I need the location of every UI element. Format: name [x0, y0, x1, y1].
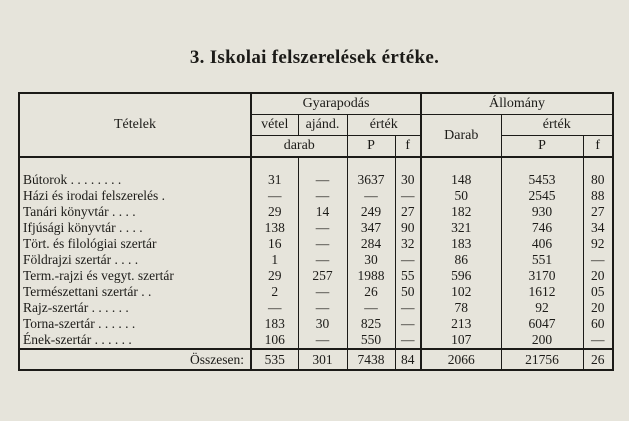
table-row [19, 268, 613, 284]
table-row [19, 300, 613, 316]
row-f: 50 [395, 284, 421, 300]
row-f: — [395, 332, 421, 349]
header-gyarapodas: Gyarapodás [251, 93, 421, 115]
row-allomany-p: 200 [501, 332, 583, 349]
total-vetel: 535 [251, 349, 298, 370]
row-p: — [347, 188, 395, 204]
row-name: Ifjúsági könyvtár . . . . [23, 220, 143, 235]
row-p: 825 [347, 316, 395, 332]
row-allomany-f: 20 [583, 268, 613, 284]
row-name: Tanári könyvtár . . . . [23, 204, 136, 219]
table-row [19, 220, 613, 236]
row-ajand: — [298, 172, 347, 188]
row-allomany-p: 551 [501, 252, 583, 268]
row-allomany-p: 406 [501, 236, 583, 252]
row-ajand: — [298, 188, 347, 204]
row-allomany-f: — [583, 252, 613, 268]
row-vetel: 183 [251, 316, 298, 332]
row-name: Tört. és filológiai szertár [23, 236, 157, 251]
row-allomany-p: 92 [501, 300, 583, 316]
page-title: 3. Iskolai felszerelések értéke. [189, 47, 440, 68]
row-name: Rajz-szertár . . . . . . [23, 300, 129, 315]
row-p: 30 [347, 252, 395, 268]
row-darab: 213 [421, 316, 501, 332]
total-ajand: 301 [298, 349, 347, 370]
row-name: Természettani szertár . . [23, 284, 152, 299]
row-darab: 102 [421, 284, 501, 300]
row-allomany-p: 930 [501, 204, 583, 220]
row-ajand: — [298, 236, 347, 252]
row-vetel: 106 [251, 332, 298, 349]
header-ertek-allomany: érték [501, 115, 613, 136]
row-allomany-f: 80 [583, 172, 613, 188]
row-p: 347 [347, 220, 395, 236]
row-p: 550 [347, 332, 395, 349]
header-tetelek: Tételek [19, 93, 251, 157]
row-vetel: — [251, 300, 298, 316]
row-vetel: 29 [251, 268, 298, 284]
row-name: Term.-rajzi és vegyt. szertár [23, 268, 174, 283]
row-f: 90 [395, 220, 421, 236]
row-p: 26 [347, 284, 395, 300]
header-p-gyarapodas: P [347, 136, 395, 158]
row-darab: 183 [421, 236, 501, 252]
row-f: 32 [395, 236, 421, 252]
row-allomany-f: — [583, 332, 613, 349]
row-allomany-f: 05 [583, 284, 613, 300]
row-p: 3637 [347, 172, 395, 188]
table-row [19, 252, 613, 268]
header-f-allomany: f [583, 136, 613, 158]
row-darab: 596 [421, 268, 501, 284]
row-vetel: 2 [251, 284, 298, 300]
header-vetel: vétel [251, 115, 298, 136]
row-ajand: 257 [298, 268, 347, 284]
row-f: — [395, 316, 421, 332]
header-f-gyarapodas: f [395, 136, 421, 158]
header-ertek-gyarapodas: érték [347, 115, 421, 136]
total-f: 84 [395, 349, 421, 370]
row-darab: 321 [421, 220, 501, 236]
header-allomany: Állomány [421, 93, 613, 115]
row-name: Torna-szertár . . . . . . [23, 316, 136, 331]
row-ajand: — [298, 220, 347, 236]
row-f: — [395, 188, 421, 204]
row-name: Házi és irodai felszerelés . [23, 188, 166, 203]
table-row [19, 332, 613, 349]
row-f: — [395, 252, 421, 268]
row-allomany-p: 5453 [501, 172, 583, 188]
header-darab-gyarapodas: darab [251, 136, 347, 158]
row-ajand: — [298, 252, 347, 268]
row-darab: 78 [421, 300, 501, 316]
header-darab-allomany: Darab [421, 115, 501, 158]
row-allomany-f: 60 [583, 316, 613, 332]
row-ajand: — [298, 332, 347, 349]
row-p: — [347, 300, 395, 316]
total-allomany-p: 21756 [501, 349, 583, 370]
row-f: 27 [395, 204, 421, 220]
row-vetel: 138 [251, 220, 298, 236]
row-allomany-p: 746 [501, 220, 583, 236]
row-vetel: 1 [251, 252, 298, 268]
row-name: Ének-szertár . . . . . . [23, 332, 132, 347]
table-row [19, 316, 613, 332]
row-allomany-f: 88 [583, 188, 613, 204]
row-darab: 182 [421, 204, 501, 220]
equipment-value-table [18, 92, 614, 371]
row-ajand: 14 [298, 204, 347, 220]
row-f: 30 [395, 172, 421, 188]
row-vetel: — [251, 188, 298, 204]
row-ajand: — [298, 284, 347, 300]
row-f: — [395, 300, 421, 316]
row-allomany-p: 1612 [501, 284, 583, 300]
row-p: 284 [347, 236, 395, 252]
table-row [19, 284, 613, 300]
row-allomany-p: 3170 [501, 268, 583, 284]
table-row [19, 204, 613, 220]
table-row [19, 188, 613, 204]
row-allomany-p: 6047 [501, 316, 583, 332]
row-name: Bútorok . . . . . . . . [23, 172, 122, 187]
row-allomany-f: 27 [583, 204, 613, 220]
table-row [19, 172, 613, 188]
row-darab: 86 [421, 252, 501, 268]
row-allomany-f: 20 [583, 300, 613, 316]
row-vetel: 16 [251, 236, 298, 252]
row-vetel: 29 [251, 204, 298, 220]
header-p-allomany: P [501, 136, 583, 158]
total-row [19, 349, 613, 370]
table-row [19, 236, 613, 252]
header-ajand: ajánd. [298, 115, 347, 136]
row-name: Földrajzi szertár . . . . [23, 252, 139, 267]
row-f: 55 [395, 268, 421, 284]
row-allomany-p: 2545 [501, 188, 583, 204]
total-p: 7438 [347, 349, 395, 370]
total-darab: 2066 [421, 349, 501, 370]
total-allomany-f: 26 [583, 349, 613, 370]
total-label: Összesen: [19, 349, 251, 370]
row-darab: 50 [421, 188, 501, 204]
row-ajand: — [298, 300, 347, 316]
row-p: 249 [347, 204, 395, 220]
row-darab: 148 [421, 172, 501, 188]
row-allomany-f: 34 [583, 220, 613, 236]
row-vetel: 31 [251, 172, 298, 188]
row-ajand: 30 [298, 316, 347, 332]
row-p: 1988 [347, 268, 395, 284]
row-allomany-f: 92 [583, 236, 613, 252]
row-darab: 107 [421, 332, 501, 349]
